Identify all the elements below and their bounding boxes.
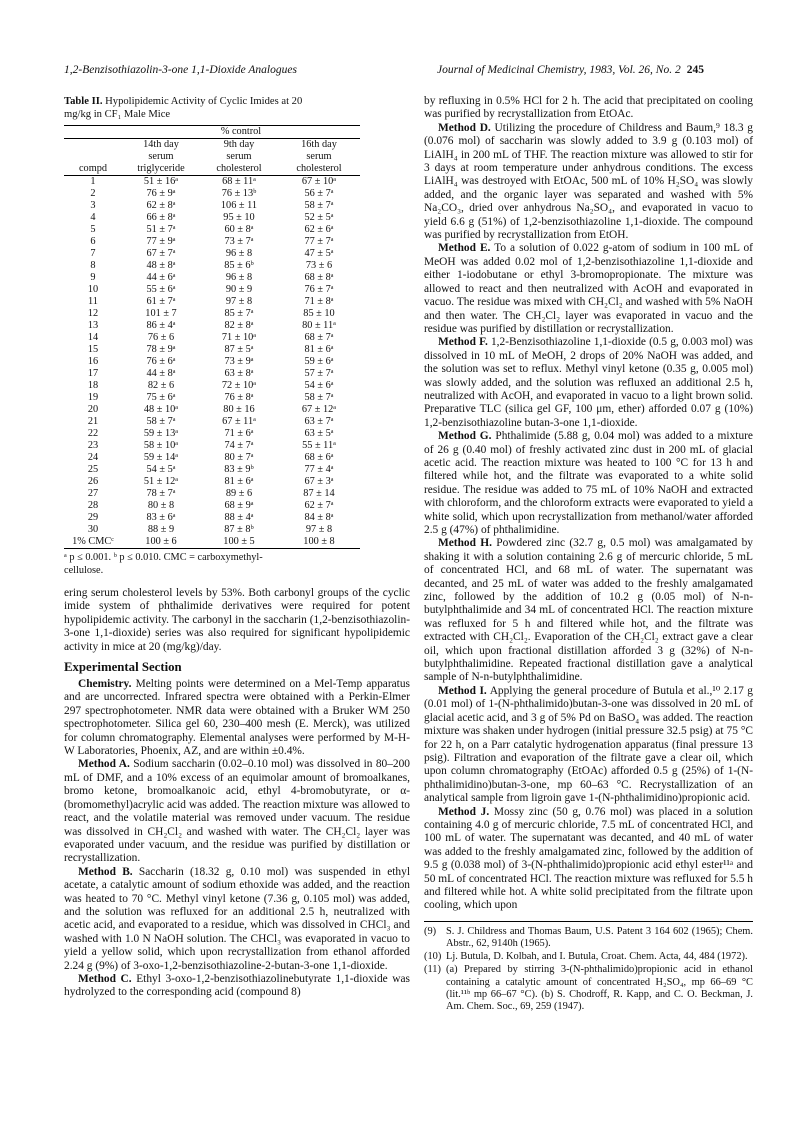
cholesterol-16d-cell: 76 ± 7ᵃ <box>304 284 334 296</box>
table-row <box>64 260 360 272</box>
cholesterol-9d-cell: 90 ± 9 <box>225 284 253 296</box>
table-row <box>64 440 360 452</box>
cholesterol-16d-cell: 68 ± 6ᵃ <box>304 452 334 464</box>
cholesterol-16d-cell: 58 ± 7ᵃ <box>304 200 334 212</box>
triglyceride-14d-cell: 51 ± 16ᵃ <box>143 176 179 188</box>
compd-cell: 29 <box>87 512 99 524</box>
triglyceride-14d-cell: 86 ± 4ᵃ <box>146 320 176 332</box>
col1-header-line2: serum <box>148 151 174 163</box>
triglyceride-14d-cell: 67 ± 7ᵃ <box>146 248 176 260</box>
col3-header-line3: cholesterol <box>296 163 342 175</box>
compd-cell: 4 <box>90 212 96 224</box>
table-row <box>64 452 360 464</box>
col1-header-line3: triglyceride <box>137 163 185 175</box>
compd-cell: 1% CMCᶜ <box>72 536 114 548</box>
cholesterol-16d-cell: 57 ± 7ᵃ <box>304 368 334 380</box>
table-row <box>64 236 360 248</box>
table-row <box>64 416 360 428</box>
method-j-paragraph: Method J. Mossy zinc (50 g, 0.76 mol) was placed in a solution containing 4.0 g of mercuric chloride, 7.5 mL of concentrated HCl, and 100 mL of water. The supernatant was decanted, and 40 mL of water was added to the freshly amalgamated zinc, followed by the addition of 9.5 g (0.038 mol) of 3-(N-phthalimido)propionic acid ethyl ester¹¹ᵃ and 50 mL of concentrated HCl. The reaction mixture was refluxed for 5.5 h and filtered while hot. A white solid precipitated from the filtrate upon cooling, which upon <box>424 805 753 912</box>
compd-cell: 16 <box>87 356 99 368</box>
cholesterol-16d-cell: 55 ± 11ᵃ <box>302 440 336 452</box>
triglyceride-14d-cell: 76 ± 6 <box>147 332 175 344</box>
cholesterol-16d-cell: 87 ± 14 <box>303 488 335 500</box>
compd-cell: 10 <box>87 284 99 296</box>
triglyceride-14d-cell: 55 ± 6ᵃ <box>146 284 176 296</box>
cholesterol-9d-cell: 100 ± 5 <box>223 536 255 548</box>
cholesterol-9d-cell: 68 ± 11ᵃ <box>222 176 256 188</box>
table-caption-line1: Hypolipidemic Activity of Cyclic Imides at 20 <box>105 96 303 107</box>
cholesterol-16d-cell: 62 ± 6ᵃ <box>304 224 334 236</box>
cholesterol-16d-cell: 68 ± 7ᵃ <box>304 332 334 344</box>
cholesterol-9d-cell: 60 ± 8ᵃ <box>224 224 254 236</box>
method-f-paragraph: Method F. 1,2-Benzisothiazoline 1,1-dioxide (0.5 g, 0.003 mol) was dissolved in 10 mL of MeOH, 2 drops of 20% NaOH was added, and the solution was set to reflux. Methyl vinyl ketone (0.35 g, 0.005 mol) was slowly added, and the solution was refluxed an additional 2.5 h, neutralized with AcOH, and evaporated in vacuo to a light brown solid. Preparative TLC (silica gel GF, 100 μm, ether) afforded 0.07 g (10%) 1,2-benzisothiazoline butan-3-one 1,1-dioxide. <box>424 336 753 429</box>
cholesterol-9d-cell: 96 ± 8 <box>225 248 253 260</box>
compd-cell: 27 <box>87 488 99 500</box>
table-row <box>64 356 360 368</box>
table-row <box>64 500 360 512</box>
cholesterol-16d-cell: 58 ± 7ᵃ <box>304 392 334 404</box>
triglyceride-14d-cell: 44 ± 8ᵃ <box>146 368 176 380</box>
cholesterol-9d-cell: 73 ± 9ᵃ <box>224 356 254 368</box>
cholesterol-16d-cell: 100 ± 8 <box>303 536 335 548</box>
triglyceride-14d-cell: 78 ± 7ᵃ <box>146 488 176 500</box>
triglyceride-14d-cell: 61 ± 7ᵃ <box>146 296 176 308</box>
compd-cell: 11 <box>88 296 98 308</box>
cholesterol-16d-cell: 81 ± 6ᵃ <box>304 344 334 356</box>
reference-text: Lj. Butula, D. Kolbah, and I. Butula, Croat. Chem. Acta, 44, 484 (1972). <box>446 951 748 963</box>
compd-cell: 22 <box>87 428 99 440</box>
table-row <box>64 536 360 549</box>
cholesterol-9d-cell: 74 ± 7ᵃ <box>224 440 254 452</box>
cholesterol-16d-cell: 54 ± 6ᵃ <box>304 380 334 392</box>
table-row <box>64 284 360 296</box>
method-d-paragraph: Method D. Utilizing the procedure of Childress and Baum,⁹ 18.3 g (0.076 mol) of saccharin was slowly added to 3.9 g (0.103 mol) of LiAlH₄ in 200 mL of THF. The reaction mixture was allowed to stir for 3 days at room temperature under anhydrous conditions. The excess LiAlH₄ was destroyed with EtOAc, 500 mL of 10% H₂SO₄ was slowly added, and the organic layer was separated and washed with 5% Na₂CO₃, dried over anhydrous Na₂SO₄, and evaporated in vacuo to yield 6.6 g (51%) of 1,2-benzisothiazoline 1,1-dioxide. The compound was purified by recrystallization from EtOH. <box>424 121 753 242</box>
cholesterol-16d-cell: 80 ± 11ᵃ <box>302 320 336 332</box>
triglyceride-14d-cell: 77 ± 9ᵃ <box>146 236 176 248</box>
compd-cell: 25 <box>87 464 99 476</box>
table-row <box>64 524 360 536</box>
cholesterol-16d-cell: 85 ± 10 <box>303 308 335 320</box>
cholesterol-16d-cell: 67 ± 10ᵃ <box>301 176 337 188</box>
method-c-paragraph: Method C. Ethyl 3-oxo-1,2-benzisothiazolinebutyrate 1,1-dioxide was hydrolyzed to the corresponding acid (compound 8) <box>64 972 410 999</box>
reference-item <box>424 951 753 963</box>
table-row <box>64 272 360 284</box>
triglyceride-14d-cell: 54 ± 5ᵃ <box>146 464 176 476</box>
compd-cell: 15 <box>87 344 99 356</box>
compd-cell: 20 <box>87 404 99 416</box>
cholesterol-9d-cell: 72 ± 10ᵃ <box>221 380 257 392</box>
cholesterol-9d-cell: 95 ± 10 <box>223 212 255 224</box>
table-row <box>64 212 360 224</box>
table-row <box>64 464 360 476</box>
reference-number: (11) <box>424 964 441 976</box>
cholesterol-16d-cell: 63 ± 7ᵃ <box>304 416 334 428</box>
compd-cell: 21 <box>87 416 99 428</box>
triglyceride-14d-cell: 58 ± 7ᵃ <box>146 416 176 428</box>
table-row <box>64 392 360 404</box>
col2-header-line2: serum <box>226 151 252 163</box>
cholesterol-16d-cell: 77 ± 7ᵃ <box>304 236 334 248</box>
triglyceride-14d-cell: 51 ± 7ᵃ <box>146 224 176 236</box>
cholesterol-9d-cell: 76 ± 8ᵃ <box>224 392 254 404</box>
intro-paragraph: ering serum cholesterol levels by 53%. Both carbonyl groups of the cyclic imide system of phthalimide derivatives were required for potent hypolipidemic activity. The carbonyl in the saccharin (1,2-benzisothiazolin-3-one 1,1-dioxide) series was also required for significant hypolipidemic activity in mice at 20 (mg/kg)/day. <box>64 587 410 653</box>
page-number: 245 <box>686 64 704 76</box>
cholesterol-9d-cell: 76 ± 13ᵇ <box>221 188 257 200</box>
cholesterol-9d-cell: 85 ± 7ᵃ <box>224 308 254 320</box>
cholesterol-16d-cell: 52 ± 5ᵃ <box>304 212 334 224</box>
cholesterol-9d-cell: 73 ± 7ᵃ <box>224 236 254 248</box>
reference-item <box>424 926 753 950</box>
table-row <box>64 380 360 392</box>
table-row <box>64 404 360 416</box>
triglyceride-14d-cell: 78 ± 9ᵃ <box>146 344 176 356</box>
cholesterol-16d-cell: 68 ± 8ᵃ <box>304 272 334 284</box>
table-row <box>64 224 360 236</box>
compd-cell: 26 <box>87 476 99 488</box>
triglyceride-14d-cell: 82 ± 6 <box>147 380 175 392</box>
table-row <box>64 320 360 332</box>
method-e-paragraph: Method E. To a solution of 0.022 g-atom of sodium in 100 mL of MeOH was added 0.02 mol of 1,2-benzisothiazoline 1,1-dioxide and either 1-iodobutane or ethyl 3-bromopropionate. The mixture was allowed to react and then neutralized with AcOH and evaporated in vacuo. The residue was mixed with CH₂Cl₂ and washed with 5% NaOH and then water. The CH₂Cl₂ layer was evaporated in vacuo and the residue was purified by distillation or recrystallization. <box>424 242 753 335</box>
cholesterol-16d-cell: 56 ± 7ᵃ <box>304 188 334 200</box>
triglyceride-14d-cell: 48 ± 10ᵃ <box>143 404 179 416</box>
cholesterol-9d-cell: 80 ± 16 <box>223 404 255 416</box>
table-footnote: ᵃ p ≤ 0.001. ᵇ p ≤ 0.010. CMC = carboxymethyl- cellulose. <box>64 552 263 576</box>
method-b-paragraph: Method B. Saccharin (18.32 g, 0.10 mol) was suspended in ethyl acetate, a catalytic amount of sodium ethoxide was added, and the reaction was heated to 70 °C. Methyl vinyl ketone (7.36 g, 0.105 mol) was added, and the solution was refluxed for an additional 2.5 h, neutralized with acetic acid, and evaporated to a residue, which was dissolved in CHCl₃ and washed with 1.0 N NaOH solution. The CHCl₃ was evaporated in vacuo to yield a yellow solid, which upon recrystallization from ethanol afforded 2.24 g (9%) of 3-oxo-1,2-benzisothiazoline-2-butan-3-one 1,1-dioxide. <box>64 865 410 972</box>
triglyceride-14d-cell: 100 ± 6 <box>145 536 177 548</box>
cholesterol-16d-cell: 97 ± 8 <box>305 524 333 536</box>
reference-number: (9) <box>424 925 437 937</box>
col1-header-line1: 14th day <box>143 139 179 151</box>
cholesterol-16d-cell: 84 ± 8ᵃ <box>304 512 334 524</box>
table-row <box>64 512 360 524</box>
cholesterol-9d-cell: 68 ± 9ᵃ <box>224 500 254 512</box>
cholesterol-9d-cell: 88 ± 4ᵃ <box>224 512 254 524</box>
table-row <box>64 200 360 212</box>
compd-header: compd <box>78 163 108 175</box>
triglyceride-14d-cell: 76 ± 6ᵃ <box>146 356 176 368</box>
journal-citation: Journal of Medicinal Chemistry, 1983, Vol. 26, No. 2 <box>437 64 681 76</box>
cholesterol-9d-cell: 96 ± 8 <box>225 272 253 284</box>
cholesterol-9d-cell: 106 ± 11 <box>220 200 258 212</box>
triglyceride-14d-cell: 75 ± 6ᵃ <box>146 392 176 404</box>
cholesterol-16d-cell: 47 ± 5ᵃ <box>304 248 334 260</box>
triglyceride-14d-cell: 51 ± 12ᵃ <box>143 476 179 488</box>
triglyceride-14d-cell: 59 ± 13ᵃ <box>143 428 179 440</box>
table-row <box>64 476 360 488</box>
cholesterol-9d-cell: 82 ± 8ᵃ <box>224 320 254 332</box>
cholesterol-9d-cell: 85 ± 6ᵇ <box>224 260 254 272</box>
triglyceride-14d-cell: 62 ± 8ᵃ <box>146 200 176 212</box>
cholesterol-16d-cell: 73 ± 6 <box>305 260 333 272</box>
cholesterol-9d-cell: 87 ± 5ᵃ <box>224 344 254 356</box>
table-row <box>64 248 360 260</box>
triglyceride-14d-cell: 80 ± 8 <box>147 500 175 512</box>
left-body-text <box>64 587 410 1000</box>
method-i-paragraph: Method I. Applying the general procedure of Butula et al.,¹⁰ 2.17 g (0.01 mol) of 1-(N-phthalimido)butan-3-one was dissolved in 20 mL of glacial acetic acid, and 3 g of 5% Pd on BaSO₄ was added. The reaction mixture was shaken under hydrogen (initial pressure 32.5 psig) at 75 °C for 22 h, on a Parr catalytic hydrogenation apparatus (final pressure 13 psig). Filtration and evaporation of the filtrate gave a clear oil, which upon column chromatography (EtOAc) afforded 0.5 g (25%) of 1-(N-phthalimidino)butan-3-one, mp 60–63 °C. Recrystallization of an analytical sample from ligroin gave 1-(N-phthalimidino)propionic acid. <box>424 684 754 805</box>
compd-cell: 14 <box>87 332 99 344</box>
compd-cell: 5 <box>90 224 96 236</box>
cholesterol-16d-cell: 67 ± 12ᵃ <box>301 404 337 416</box>
section-title: Experimental Section <box>64 660 182 675</box>
table-row <box>64 368 360 380</box>
compd-cell: 2 <box>90 188 96 200</box>
cholesterol-16d-cell: 63 ± 5ᵃ <box>304 428 334 440</box>
compd-cell: 13 <box>87 320 99 332</box>
method-a-paragraph: Method A. Sodium saccharin (0.02–0.10 mol) was dissolved in 80–200 mL of DMF, and a 10% excess of an equimolar amount of bromoalkanes, bromo ketone, bromoalkanoic acid, ethyl 4-bromobutyrate, or α-(bromomethyl)acrylic acid was added. The reaction mixture was allowed to react, and the volatile material was removed under vacuum. The residue was dissolved in CH₂Cl₂ and washed with water. The CH₂Cl₂ layer was evaporated under vacuum, and the residue was purified by distillation or recrystallization. <box>64 758 410 865</box>
cholesterol-16d-cell: 62 ± 7ᵃ <box>304 500 334 512</box>
table-body <box>64 176 360 549</box>
cholesterol-9d-cell: 87 ± 8ᵇ <box>224 524 254 536</box>
hypolipidemic-table <box>64 125 360 549</box>
cholesterol-16d-cell: 71 ± 8ᵃ <box>304 296 334 308</box>
col2-header-line1: 9th day <box>223 139 255 151</box>
left-column <box>64 96 410 1000</box>
cholesterol-9d-cell: 71 ± 10ᵃ <box>221 332 257 344</box>
compd-cell: 19 <box>87 392 99 404</box>
compd-cell: 1 <box>90 176 96 188</box>
compd-cell: 30 <box>87 524 99 536</box>
cholesterol-9d-cell: 83 ± 9ᵇ <box>224 464 254 476</box>
running-head-right <box>437 64 704 76</box>
triglyceride-14d-cell: 66 ± 8ᵃ <box>146 212 176 224</box>
triglyceride-14d-cell: 48 ± 8ᵃ <box>146 260 176 272</box>
compd-cell: 3 <box>90 200 96 212</box>
col2-header-line3: cholesterol <box>216 163 262 175</box>
cholesterol-9d-cell: 63 ± 8ᵃ <box>224 368 254 380</box>
reference-number: (10) <box>424 951 442 963</box>
cholesterol-9d-cell: 80 ± 7ᵃ <box>224 452 254 464</box>
chemistry-paragraph: Chemistry. Melting points were determined on a Mel-Temp apparatus and are uncorrected. Infrared spectra were obtained with a Perkin-Elmer 297 spectrophotometer. NMR data were obtained with a Bruker WM 250 spectrophotometer. Silica gel 60, 230–400 mesh (E. Merck), was utilized for column chromatography. Elemental analyses were performed by M-H-W Laboratories, Phoenix, AZ, and are within ±0.4%. <box>64 678 410 758</box>
table-caption <box>64 96 410 121</box>
cholesterol-9d-cell: 97 ± 8 <box>225 296 253 308</box>
triglyceride-14d-cell: 88 ± 9 <box>147 524 175 536</box>
right-column <box>424 95 753 1014</box>
percent-control-header: % control <box>220 126 262 138</box>
cholesterol-9d-cell: 71 ± 6ᵃ <box>224 428 254 440</box>
cholesterol-16d-cell: 77 ± 4ᵃ <box>304 464 334 476</box>
table-row <box>64 428 360 440</box>
table-row <box>64 344 360 356</box>
triglyceride-14d-cell: 59 ± 14ᵃ <box>143 452 179 464</box>
cholesterol-9d-cell: 89 ± 6 <box>225 488 253 500</box>
compd-cell: 28 <box>87 500 99 512</box>
compd-cell: 9 <box>90 272 96 284</box>
table-row <box>64 296 360 308</box>
col3-header-line1: 16th day <box>301 139 337 151</box>
cholesterol-16d-cell: 67 ± 3ᵃ <box>304 476 334 488</box>
cholesterol-9d-cell: 81 ± 6ᵃ <box>224 476 254 488</box>
triglyceride-14d-cell: 83 ± 6ᵃ <box>146 512 176 524</box>
table-row <box>64 176 360 188</box>
compd-cell: 23 <box>87 440 99 452</box>
table-row <box>64 188 360 200</box>
compd-cell: 8 <box>90 260 96 272</box>
method-g-paragraph: Method G. Phthalimide (5.88 g, 0.04 mol) was added to a mixture of 26 g (0.40 mol) of freshly activated zinc dust in 200 mL of glacial acetic acid. The reaction mixture was heated to 100 °C for 13 h and filtered while hot, and the filtrate was evaporated to a white solid residue. The residue was added to 75 mL of 10% NaOH and extracted with chloroform, and the chloroform extracts were evaporated to yield a white solid, which upon recrystallization from methanol/water afforded 2.5 g (47%) of phthalimidine. <box>424 430 753 536</box>
cholesterol-16d-cell: 59 ± 6ᵃ <box>304 356 334 368</box>
triglyceride-14d-cell: 76 ± 9ᵃ <box>146 188 176 200</box>
reference-text: (a) Prepared by stirring 3-(N-phthalimido)propionic acid in ethanol containing a catalytic amount of concentrated H₂SO₄, mp 66–69 °C (lit.¹¹ᵇ mp 66–67 °C). (b) S. Chodroff, R. Kapp, and C. O. Beckman, J. Am. Chem. Soc., 69, 259 (1947). <box>446 964 753 1012</box>
table-caption-line2: mg/kg in CF₁ Male Mice <box>64 108 171 120</box>
triglyceride-14d-cell: 58 ± 10ᵃ <box>143 440 179 452</box>
compd-cell: 12 <box>87 308 99 320</box>
method-h-paragraph: Method H. Powdered zinc (32.7 g, 0.5 mol) was amalgamated by shaking it with a solution containing 2.6 g of mercuric chloride, 5 mL of concentrated HCl, and 68 mL of water. The supernatant was decanted, and 25 mL of water was added to the freshly amalgamated zinc, followed by the addition of 10.2 g (0.05 mol) of N-n-butylphthalimide and 34 mL of concentrated HCl. The reaction mixture was refluxed for 5 h and filtered while hot, and the filtrate was extracted with CH₂Cl₂. Evaporation of the CH₂Cl₂ extract gave a clear oil, which upon fractional distillation afforded 3 g (32%) of N-n-butylphthalimidine. Repeated fractional distillation gave a analytical sample of N-n-butylphthalimidine. <box>424 537 753 684</box>
references <box>424 921 753 1013</box>
triglyceride-14d-cell: 44 ± 6ᵃ <box>146 272 176 284</box>
compd-cell: 7 <box>90 248 96 260</box>
reference-item <box>424 964 753 1013</box>
reference-text: S. J. Childress and Thomas Baum, U.S. Patent 3 164 602 (1965); Chem. Abstr., 62, 9140h (1965). <box>446 925 753 949</box>
table-label: Table II. <box>64 96 103 107</box>
triglyceride-14d-cell: 101 ± 7 <box>145 308 177 320</box>
running-head-left: 1,2-Benzisothiazolin-3-one 1,1-Dioxide Analogues <box>64 64 297 76</box>
table-row <box>64 488 360 500</box>
continuation-paragraph: by refluxing in 0.5% HCl for 2 h. The acid that precipitated on cooling was purified by recrystallization from EtOAc. <box>424 95 753 121</box>
compd-cell: 6 <box>90 236 96 248</box>
compd-cell: 17 <box>87 368 99 380</box>
table-row <box>64 308 360 320</box>
col3-header-line2: serum <box>306 151 332 163</box>
table-row <box>64 332 360 344</box>
compd-cell: 18 <box>87 380 99 392</box>
compd-cell: 24 <box>87 452 99 464</box>
cholesterol-9d-cell: 67 ± 11ᵃ <box>222 416 256 428</box>
